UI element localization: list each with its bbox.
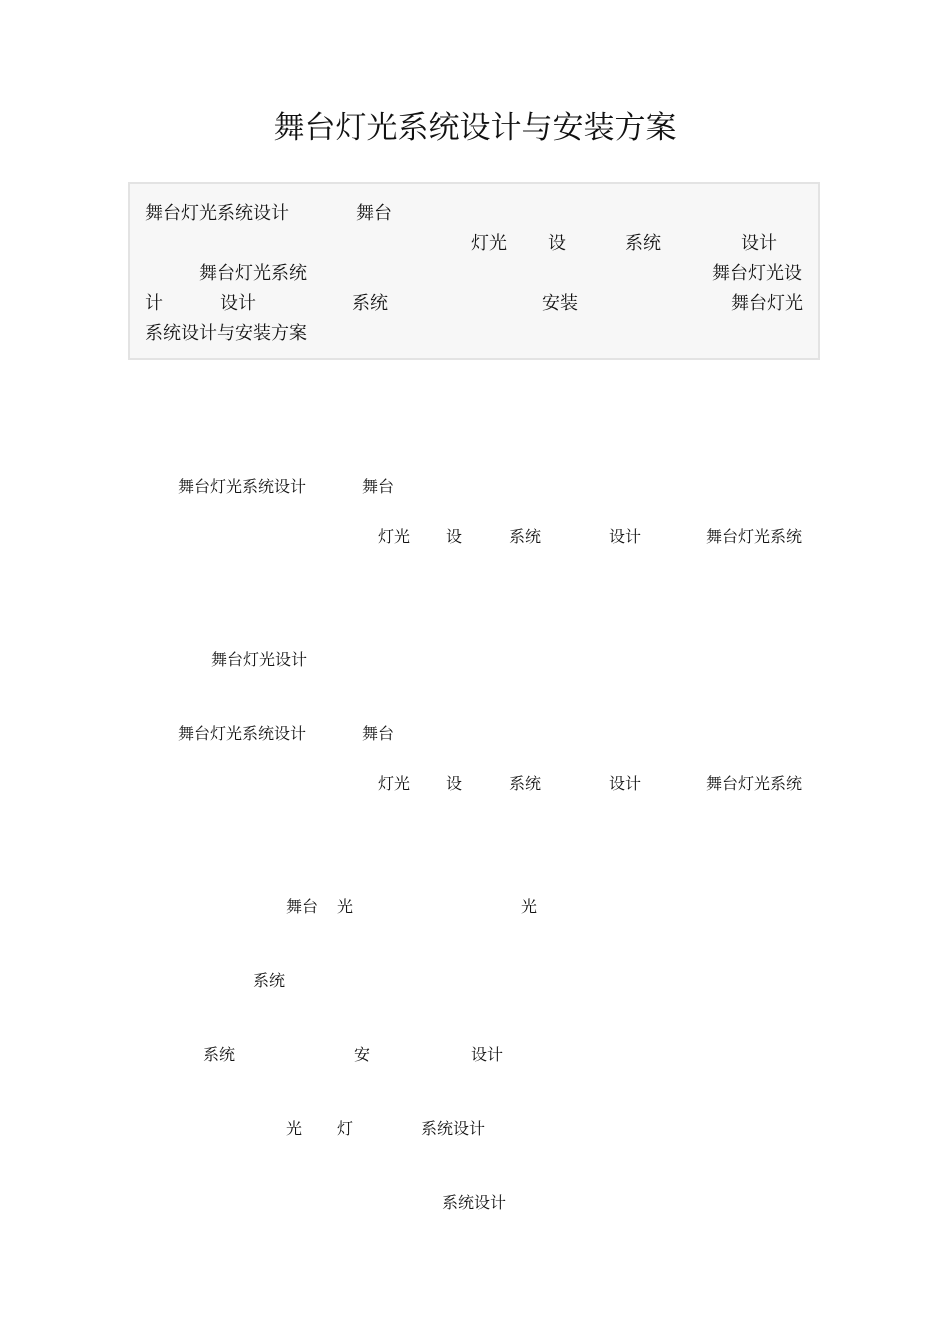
body-text: 系统 [253, 971, 286, 990]
body-text: 舞台灯光系统 [706, 774, 803, 793]
body-text: 设计 [609, 527, 642, 546]
body-text: 灯光 [378, 774, 411, 793]
body-text: 舞台 [286, 897, 319, 916]
summary-text: 舞台 [356, 203, 392, 224]
body-text: 设计 [471, 1045, 504, 1064]
body-text: 光 [286, 1119, 303, 1138]
body-text: 安 [354, 1045, 371, 1064]
summary-text: 系统 [352, 293, 388, 314]
section-heading: 舞台灯光设计 [211, 650, 308, 669]
summary-text: 计 [145, 293, 163, 314]
body-text: 系统 [203, 1045, 236, 1064]
body-text: 舞台 [362, 724, 395, 743]
summary-text: 舞台灯光 [731, 293, 803, 314]
body-text: 光 [337, 897, 354, 916]
summary-text: 安装 [542, 293, 578, 314]
summary-text: 设计 [741, 233, 777, 254]
body-text: 设 [446, 774, 463, 793]
body-text: 光 [521, 897, 538, 916]
summary-text: 灯光 [471, 233, 507, 254]
body-text: 舞台灯光系统设计 [178, 477, 307, 496]
summary-text: 设计 [220, 293, 256, 314]
summary-text: 舞台灯光设 [712, 263, 802, 284]
body-text: 灯光 [378, 527, 411, 546]
body-text: 系统设计 [442, 1193, 507, 1212]
summary-text: 系统设计与安装方案 [145, 323, 307, 344]
body-text: 系统 [509, 774, 542, 793]
summary-text: 舞台灯光系统设计 [145, 203, 289, 224]
body-text: 系统设计 [421, 1119, 486, 1138]
summary-text: 系统 [625, 233, 661, 254]
body-text: 设计 [609, 774, 642, 793]
body-text: 灯 [337, 1119, 354, 1138]
summary-text: 设 [548, 233, 566, 254]
summary-text: 舞台灯光系统 [199, 263, 307, 284]
body-text: 舞台灯光系统设计 [178, 724, 307, 743]
body-text: 舞台灯光系统 [706, 527, 803, 546]
body-text: 舞台 [362, 477, 395, 496]
body-text: 系统 [509, 527, 542, 546]
body-text: 设 [446, 527, 463, 546]
page-title: 舞台灯光系统设计与安装方案 [273, 110, 677, 146]
